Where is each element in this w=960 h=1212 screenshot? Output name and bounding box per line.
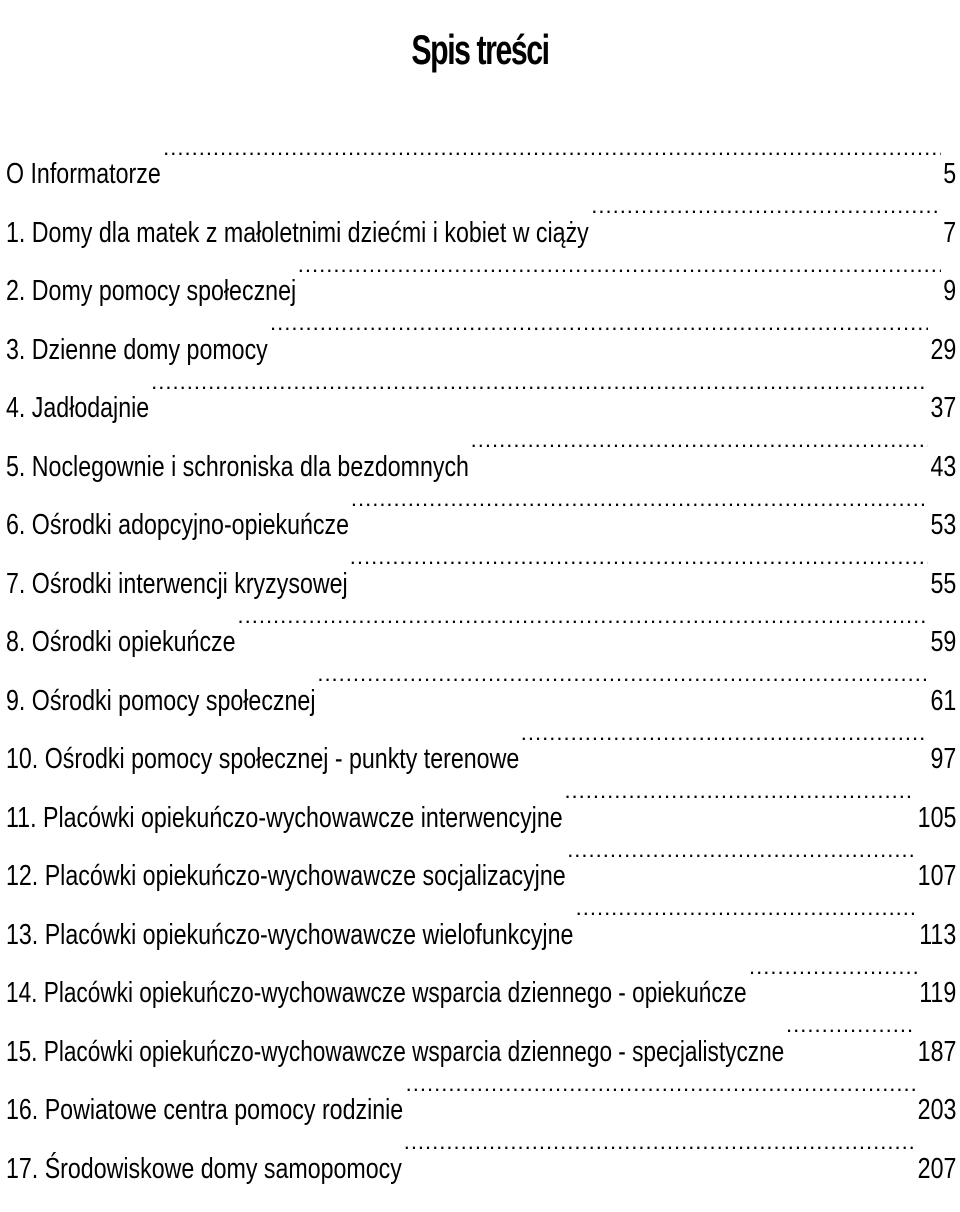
toc-page-number: 119 [919,977,956,1009]
toc-entry-label: 2. Domy pomocy społecznej [6,275,297,307]
toc-entry[interactable] [6,845,956,904]
toc-entry-label: 6. Ośrodki adopcyjno-opiekuńcze [6,509,350,541]
toc-dot-leader [567,845,915,885]
toc-page-number: 53 [930,509,956,541]
toc-entry-label: 17. Środowiskowe domy samopomocy [6,1152,402,1185]
toc-entry-label: 12. Placówki opiekuńczo-wychowawcze socjalizacyjne [6,860,566,892]
toc-page-number: 37 [930,392,956,424]
toc-entry[interactable] [6,494,956,553]
toc-dot-leader [404,1138,915,1178]
toc-entry-label: 13. Placówki opiekuńczo-wychowawcze wielofunkcyjne [6,918,574,951]
toc-dot-leader [749,962,917,1002]
toc-entry[interactable] [6,787,956,846]
toc-entry-label: 8. Ośrodki opiekuńcze [6,626,236,658]
toc-entry[interactable] [6,260,956,319]
page-title: Spis treści [411,26,549,74]
toc-entry-label: 10. Ośrodki pomocy społecznej - punkty terenowe [6,743,520,775]
toc-page-number: 43 [930,450,956,483]
toc-page-number: 207 [917,1152,956,1185]
toc-entry-label: 15. Placówki opiekuńczo-wychowawcze wsparcia dziennego - specjalistyczne [6,1035,785,1068]
toc-entry[interactable] [6,143,956,202]
toc-entry[interactable] [6,553,956,612]
toc-entry[interactable] [6,202,956,261]
toc-dot-leader [151,377,928,417]
toc-page-number: 113 [919,918,956,951]
toc-entry[interactable] [6,904,956,963]
toc-dot-leader [521,728,928,768]
toc-page-number: 61 [930,684,956,717]
toc-entry-label: 7. Ośrodki interwencji kryzysowej [6,567,348,600]
toc-page-number: 203 [917,1094,956,1126]
toc-dot-leader [786,1021,915,1061]
toc-dot-leader [270,319,928,359]
toc-entry-label: 3. Dzienne domy pomocy [6,333,268,366]
toc-page-number: 9 [943,275,956,307]
toc-page-number: 7 [943,216,956,249]
toc-dot-leader [350,553,928,593]
toc-entry-label: 4. Jadłodajnie [6,392,150,424]
toc-dot-leader [317,670,928,710]
toc-entry[interactable] [6,319,956,378]
toc-page-number: 55 [930,567,956,600]
toc-dot-leader [576,904,917,944]
toc-entry[interactable] [6,1138,956,1197]
table-of-contents [6,143,956,1196]
toc-page-number: 107 [917,860,956,892]
toc-dot-leader [591,202,941,242]
toc-dot-leader [298,260,941,300]
toc-entry[interactable] [6,436,956,495]
toc-entry-label: O Informatorze [6,158,161,190]
toc-entry-label: 1. Domy dla matek z małoletnimi dziećmi i kobiet w ciąży [6,216,589,249]
toc-page-number: 59 [930,626,956,658]
toc-dot-leader [406,1079,915,1119]
toc-entry-label: 11. Placówki opiekuńczo-wychowawcze interwencyjne [6,801,563,834]
toc-dot-leader [351,494,928,534]
toc-entry[interactable] [6,670,956,729]
toc-entry[interactable] [6,962,956,1021]
toc-dot-leader [471,436,928,476]
toc-page-number: 97 [930,743,956,775]
toc-page-number: 29 [930,333,956,366]
toc-entry[interactable] [6,728,956,787]
toc-dot-leader [163,143,941,183]
toc-dot-leader [564,787,914,827]
toc-entry-label: 14. Placówki opiekuńczo-wychowawcze wsparcia dziennego - opiekuńcze [6,977,747,1009]
toc-dot-leader [238,611,928,651]
toc-entry[interactable] [6,1079,956,1138]
toc-entry[interactable] [6,611,956,670]
toc-entry[interactable] [6,1021,956,1080]
toc-page-number: 187 [917,1035,956,1068]
toc-entry[interactable] [6,377,956,436]
toc-page-number: 105 [917,801,956,834]
toc-entry-label: 16. Powiatowe centra pomocy rodzinie [6,1094,404,1126]
toc-page-number: 5 [943,158,956,190]
toc-entry-label: 5. Noclegownie i schroniska dla bezdomnych [6,450,469,483]
toc-entry-label: 9. Ośrodki pomocy społecznej [6,684,316,717]
